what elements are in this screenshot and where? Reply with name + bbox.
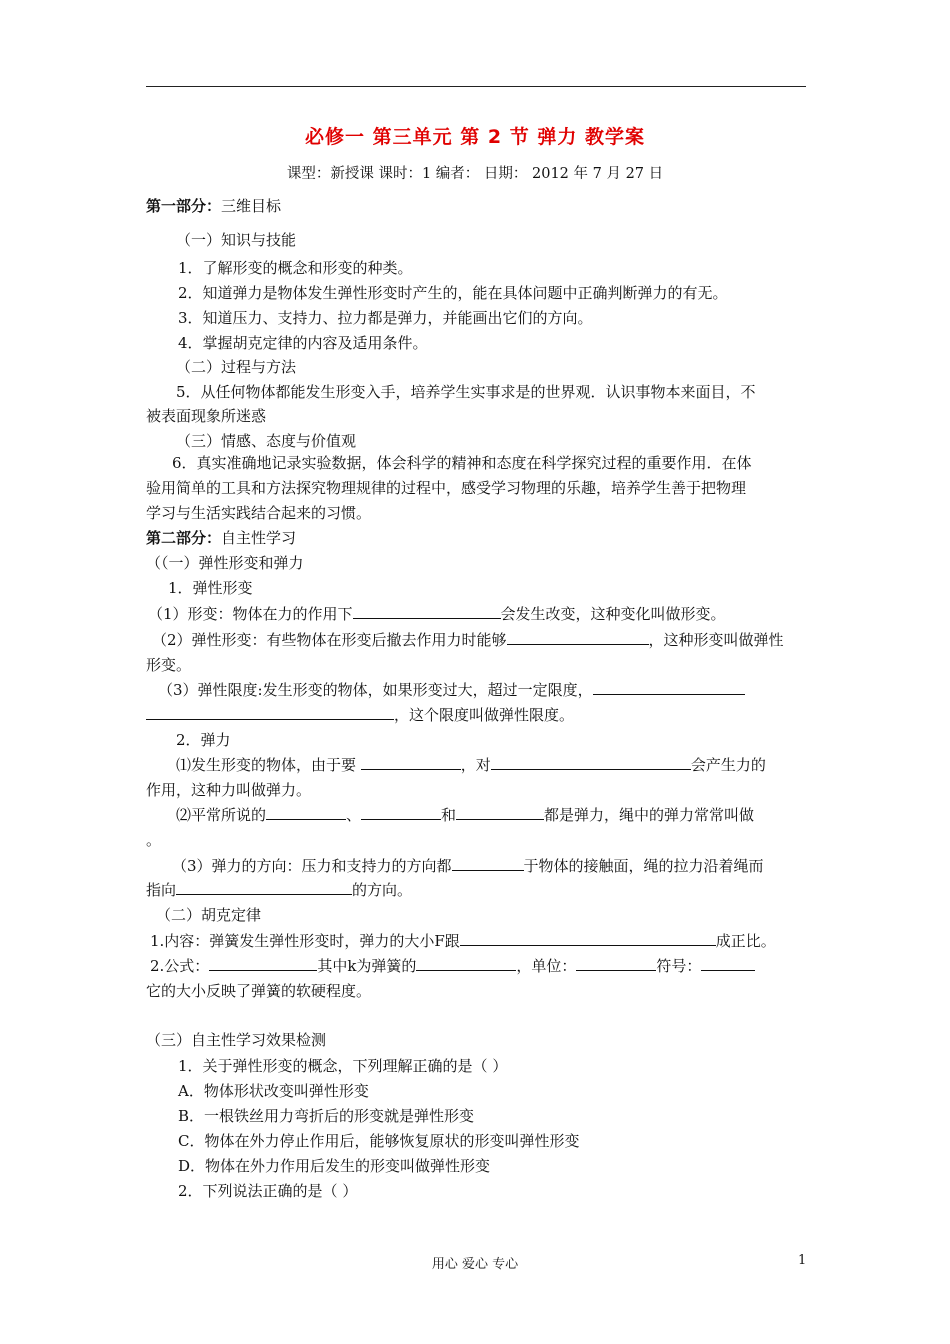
test-question-1: 1．关于弹性形变的概念，下列理解正确的是（ ）: [178, 1057, 508, 1075]
goal-1: 1．了解形变的概念和形变的种类。: [178, 259, 413, 277]
part2-heading: 第二部分：自主性学习: [146, 529, 297, 547]
r-force-direction: （3）弹力的方向：压力和支持力的方向都 于物体的接触面，绳的拉力沿着绳而: [172, 857, 764, 875]
q-elastic-deformation-end: 形变。: [146, 656, 192, 674]
doc-meta: 课型：新授课 课时：1 编者： 日期： 2012 年 7 月 27 日: [286, 166, 664, 182]
hooke-formula: 2.公式： 其中k为弹簧的 ，单位： 符号：: [150, 956, 755, 976]
r-force-direction-end: 指向 的方向。: [146, 881, 413, 899]
goal-5-line2: 被表面现象所迷惑: [146, 407, 267, 425]
goal-5-line1: 5．从任何物体都能发生形变入手，培养学生实事求是的世界观．认识事物本来面目，不: [176, 383, 756, 401]
blank-14[interactable]: [416, 956, 516, 971]
hooke-content: 1.内容：弹簧发生弹性形变时，弹力的大小F跟 成正比。: [150, 932, 776, 950]
blank-11[interactable]: [176, 880, 352, 895]
option-d: D．物体在外力作用后发生的形变叫做弹性形变: [178, 1157, 491, 1175]
option-c: C．物体在外力停止作用后，能够恢复原状的形变叫弹性形变: [178, 1132, 580, 1150]
hooke-formula-end: 它的大小反映了弹簧的软硬程度。: [146, 982, 372, 1000]
blank-5[interactable]: [361, 755, 461, 770]
blank-12[interactable]: [460, 931, 716, 946]
option-b: B．一根铁丝用力弯折后的形变就是弹性形变: [178, 1107, 475, 1125]
part2-sec2: （二）胡克定律: [156, 906, 262, 924]
blank-8[interactable]: [361, 805, 441, 820]
header-rule: [146, 86, 806, 87]
page-number: 1: [798, 1253, 807, 1268]
part1-sec1: （一）知识与技能: [176, 231, 297, 249]
goal-3: 3．知道压力、支持力、拉力都是弹力，并能画出它们的方向。: [178, 309, 593, 327]
sub-elastic-deformation: 1．弹性形变: [168, 579, 253, 597]
r-elastic-force-end: 作用，这种力叫做弹力。: [146, 781, 312, 799]
part2-sec1: （（一）弹性形变和弹力: [146, 554, 304, 572]
goal-2: 2．知道弹力是物体发生弹性形变时产生的，能在具体问题中正确判断弹力的有无。: [178, 284, 728, 302]
q-elastic-limit: （3）弹性限度:发生形变的物体，如果形变过大，超过一定限度，: [158, 680, 745, 700]
blank-1[interactable]: [353, 604, 501, 619]
blank-7[interactable]: [266, 805, 346, 820]
sub-elastic-force: 2．弹力: [176, 731, 231, 749]
part1-heading: 第一部分：三维目标: [146, 197, 282, 215]
goal-4: 4．掌握胡克定律的内容及适用条件。: [178, 334, 428, 352]
goal-6-line3: 学习与生活实践结合起来的习惯。: [146, 504, 372, 522]
blank-6[interactable]: [491, 755, 691, 770]
blank-3[interactable]: [593, 680, 745, 695]
blank-4[interactable]: [146, 705, 394, 720]
blank-16[interactable]: [701, 956, 755, 971]
part2-sec3: （三）自主性学习效果检测: [146, 1031, 327, 1049]
blank-2[interactable]: [507, 630, 649, 645]
r-elastic-force: ⑴发生形变的物体，由于要 ，对 会产生力的: [176, 756, 766, 774]
part1-sec2: （二）过程与方法: [176, 358, 297, 376]
test-question-2: 2．下列说法正确的是（ ）: [178, 1182, 358, 1200]
q-deformation: （1）形变：物体在力的作用下 会发生改变，这种变化叫做形变。: [148, 605, 726, 623]
blank-15[interactable]: [576, 956, 656, 971]
part1-sec3: （三）情感、态度与价值观: [176, 432, 357, 450]
doc-title: 必修一 第三单元 第 2 节 弹力 教学案: [305, 126, 645, 148]
option-a: A．物体形状改变叫弹性形变: [178, 1082, 369, 1100]
goal-6-line1: 6．真实准确地记录实验数据，体会科学的精神和态度在科学探究过程的重要作用．在体: [172, 454, 752, 472]
r-common-forces-end: 。: [146, 831, 162, 849]
footer-motto: 用心 爱心 专心: [431, 1257, 519, 1272]
q-elastic-deformation: （2）弹性形变：有些物体在形变后撤去作用力时能够 ，这种形变叫做弹性: [152, 631, 784, 649]
goal-6-line2: 验用简单的工具和方法探究物理规律的过程中，感受学习物理的乐趣，培养学生善于把物理: [146, 479, 747, 497]
blank-10[interactable]: [452, 856, 524, 871]
blank-9[interactable]: [456, 805, 544, 820]
r-common-forces: ⑵平常所说的 、 和 都是弹力，绳中的弹力常常叫做: [176, 806, 755, 824]
q-elastic-limit-end: ，这个限度叫做弹性限度。: [146, 705, 574, 725]
blank-13[interactable]: [209, 956, 317, 971]
